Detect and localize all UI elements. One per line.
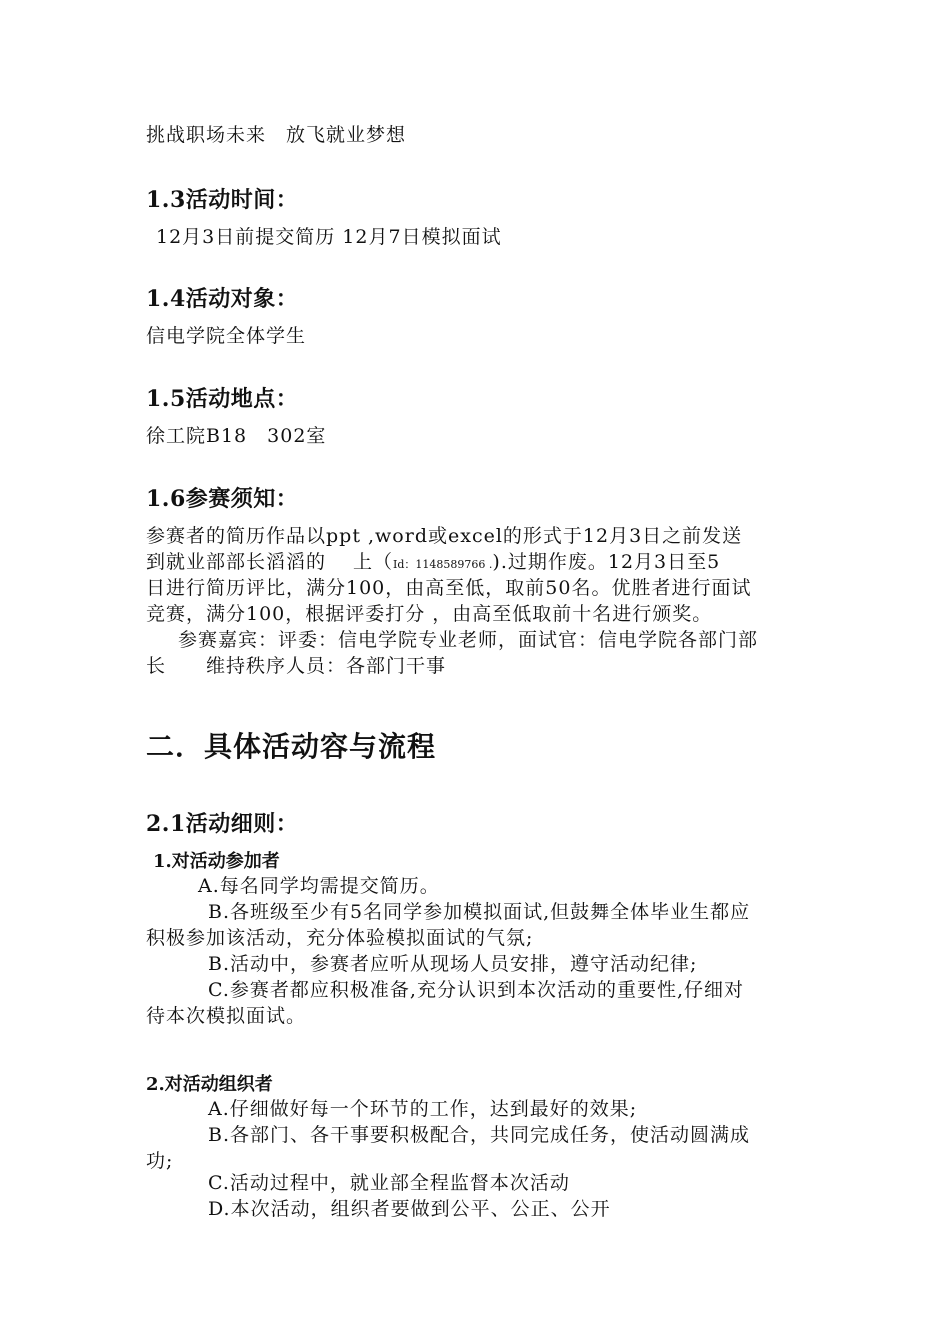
- organizer-rule: D.本次活动，组织者要做到公平、公正、公开: [208, 1198, 611, 1220]
- participant-rule: B.各班级至少有5名同学参加模拟面试,但鼓舞全体毕业生都应: [208, 901, 751, 923]
- notice-line: 长 维持秩序人员：各部门干事: [146, 655, 447, 677]
- heading-2-1: 2.1活动细则：: [146, 811, 299, 837]
- slogan: 挑战职场未来 放飞就业梦想: [146, 124, 407, 146]
- heading-1-6: 1.6参赛须知：: [146, 486, 299, 512]
- activity-time: 12月3日前提交简历 12月7日模拟面试: [156, 226, 502, 248]
- subheading-organizers: 2.对活动组织者: [146, 1074, 273, 1095]
- organizer-rule: C.活动过程中，就业部全程监督本次活动: [208, 1172, 570, 1194]
- organizer-rule: 功;: [146, 1150, 174, 1172]
- heading-1-5: 1.5活动地点：: [146, 386, 299, 412]
- notice-line-tail: ).过期作废。12月3日至5: [492, 551, 721, 573]
- notice-line: 参赛嘉宾：评委：信电学院专业老师，面试官：信电学院各部门部: [178, 629, 759, 651]
- participant-rule: B.活动中，参赛者应听从现场人员安排，遵守活动纪律;: [208, 953, 698, 975]
- notice-line: [146, 553, 720, 572]
- activity-location: 徐工院B18 302室: [146, 425, 327, 447]
- participant-rule: 待本次模拟面试。: [146, 1005, 307, 1027]
- organizer-rule: A.仔细做好每一个环节的工作，达到最好的效果;: [208, 1098, 638, 1120]
- participant-rule: A.每名同学均需提交简历。: [198, 875, 440, 897]
- notice-line: 日进行简历评比，满分100，由高至低，取前50名。优胜者进行面试: [146, 577, 752, 599]
- notice-line-head: 到就业部部长滔滔的 上（: [146, 551, 394, 573]
- heading-1-4: 1.4活动对象：: [146, 286, 299, 312]
- contact-id: Id：1148589766 .: [393, 558, 493, 571]
- notice-line: 参赛者的简历作品以ppt ,word或excel的形式于12月3日之前发送: [146, 525, 743, 547]
- participant-rule: C.参赛者都应积极准备,充分认识到本次活动的重要性,仔细对: [208, 979, 744, 1001]
- participant-rule: 积极参加该活动，充分体验模拟面试的气氛;: [146, 927, 534, 949]
- heading-1-3: 1.3活动时间：: [146, 187, 299, 213]
- organizer-rule: B.各部门、各干事要积极配合，共同完成任务，使活动圆满成: [208, 1124, 751, 1146]
- subheading-participants: 1.对活动参加者: [153, 851, 280, 872]
- activity-target: 信电学院全体学生: [146, 325, 307, 347]
- heading-section-2: 二．具体活动容与流程: [146, 730, 437, 763]
- notice-line: 竞赛，满分100，根据评委打分 ，由高至低取前十名进行颁奖。: [146, 603, 713, 625]
